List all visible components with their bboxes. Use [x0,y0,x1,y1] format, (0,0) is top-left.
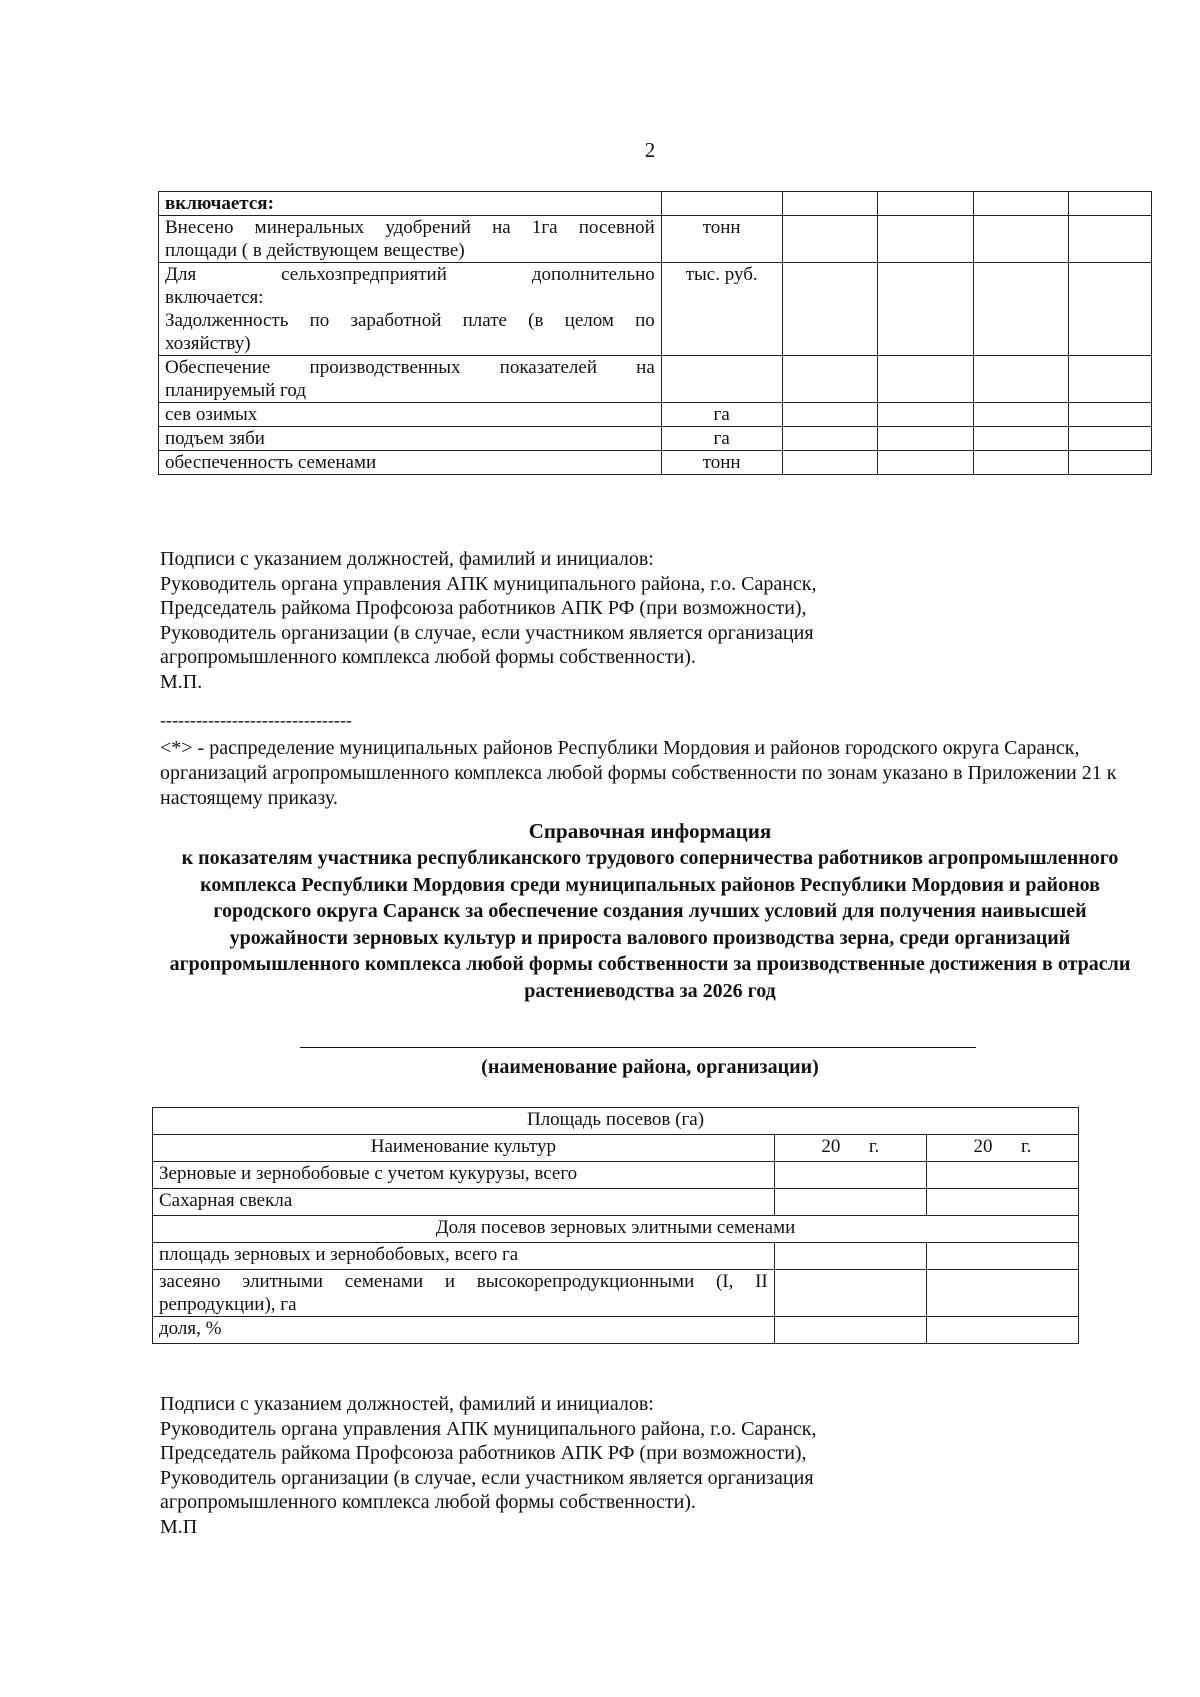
cell-empty [774,1243,926,1270]
cell-empty [782,356,878,403]
crops-table [152,1107,1079,1344]
indicator-label-line: Для сельхозпредприятий дополнительно [165,264,655,285]
cell-empty [782,451,878,475]
cell-empty [926,1162,1078,1189]
indicator-unit [661,192,782,216]
indicator-row [159,403,1152,427]
col-year-2: 20 г. [926,1135,1078,1162]
reference-title: Справочная информация [528,819,772,843]
signature-line: Подписи с указанием должностей, фамилий и инициалов: [160,548,654,570]
cell-empty [774,1189,926,1216]
signature-line: Руководитель организации (в случае, если участником является организация [160,621,814,644]
indicator-unit: га [661,427,782,451]
indicator-label-line: площади ( в действующем веществе) [165,240,465,261]
indicator-label [159,427,662,451]
cell-empty [878,192,974,216]
cell-empty [926,1317,1078,1344]
cell-empty [1069,427,1152,451]
fill-in-line [300,1047,976,1048]
row-share-label: доля, % [153,1317,775,1344]
cell-empty [1069,263,1152,356]
cell-empty [926,1243,1078,1270]
row-grain-label: Зерновые и зернобобовые с учетом кукурузы, всего [153,1162,775,1189]
footnote: <*> - распределение муниципальных районов Республики Мордовия и районов городского округа Саранск, организаций агропромышленного комплекса любой формы собственности по зонам указано в Приложении 21 к настоящему приказу. [160,737,1117,809]
cell-empty [1069,356,1152,403]
indicator-label-line: сев озимых [165,404,258,425]
cell-empty [878,451,974,475]
indicator-label [159,451,662,475]
cell-empty [1069,451,1152,475]
cell-empty [926,1270,1078,1317]
stamp-label: М.П [160,1515,198,1538]
indicator-label [159,356,662,403]
cell-empty [973,403,1069,427]
stamp-label: М.П. [160,670,203,693]
indicator-row [159,192,1152,216]
cell-empty [774,1270,926,1317]
indicator-label-line: хозяйству) [165,333,251,354]
indicator-label-line: обеспеченность семенами [165,452,377,473]
cell-empty [878,403,974,427]
indicator-unit: тонн [661,451,782,475]
row-elite-label: засеяно элитными семенами и высокорепродукционными (I, II репродукции), га [153,1270,775,1317]
indicator-label [159,403,662,427]
cell-empty [973,216,1069,263]
signature-line: Председатель райкома Профсоюза работников АПК РФ (при возможности), [160,597,807,619]
indicator-label-line: Внесено минеральных удобрений на 1га посевной [165,217,655,238]
indicator-row [159,216,1152,263]
signature-line: агропромышленного комплекса любой формы собственности). [160,1491,696,1513]
indicator-row [159,263,1152,356]
signature-line: Руководитель органа управления АПК муниципального района, г.о. Саранск, [160,572,817,595]
crops-table-header: Площадь посевов (га) [153,1108,1079,1135]
cell-empty [878,216,974,263]
cell-empty [878,356,974,403]
reference-body: к показателям участника республиканского трудового соперничества работников агропромышленного комплекса Республики Мордовия среди муниципальных районов Республики Мордовия и районов городского округа Саранск за обеспечение создания лучших условий для получения наивысшей урожайности зерновых культур и прироста валового производства зерна, среди организаций агропромышленного комплекса любой формы собственности за производственные достижения в отрасли растениеводства за 2026 год [169,847,1131,1002]
indicator-label [159,263,662,356]
cell-empty [774,1162,926,1189]
cell-empty [1069,192,1152,216]
signature-line: Руководитель организации (в случае, если участником является организация [160,1466,814,1489]
indicator-label-line: Обеспечение производственных показателей на [165,357,655,378]
row-area-label: площадь зерновых и зернобобовых, всего га [153,1243,775,1270]
cell-empty [1069,403,1152,427]
cell-empty [782,216,878,263]
cell-empty [878,263,974,356]
signature-line: Подписи с указанием должностей, фамилий и инициалов: [160,1393,654,1415]
cell-empty [878,427,974,451]
cell-empty [782,263,878,356]
cell-empty [973,263,1069,356]
indicator-unit: тонн [661,216,782,263]
cell-empty [782,192,878,216]
fill-in-caption: (наименование района, организации) [481,1056,819,1078]
row-beet-label: Сахарная свекла [153,1189,775,1216]
indicator-unit: тыс. руб. [661,263,782,356]
cell-empty [973,192,1069,216]
indicator-row [159,451,1152,475]
indicator-label [159,192,662,216]
indicator-row [159,427,1152,451]
cell-empty [782,403,878,427]
indicator-label [159,216,662,263]
col-year-1: 20 г. [774,1135,926,1162]
footnote-separator: -------------------------------- [160,710,352,730]
section-elite-seeds: Доля посевов зерновых элитными семенами [153,1216,1079,1243]
cell-empty [973,451,1069,475]
signature-line: агропромышленного комплекса любой формы собственности). [160,646,696,668]
cell-empty [973,427,1069,451]
indicator-label-line: планируемый год [165,380,306,401]
signatures-block-2 [160,1392,817,1539]
page-number: 2 [644,138,656,162]
signature-line: Председатель райкома Профсоюза работников АПК РФ (при возможности), [160,1442,807,1464]
indicator-label-line: подъем зяби [165,428,265,449]
cell-empty [774,1317,926,1344]
signatures-block-1 [160,547,817,694]
indicators-table [158,191,1152,475]
signature-line: Руководитель органа управления АПК муниципального района, г.о. Саранск, [160,1417,817,1440]
indicator-label-line: включается: [165,287,264,308]
indicator-unit: га [661,403,782,427]
indicator-row [159,356,1152,403]
cell-empty [782,427,878,451]
indicator-unit [661,356,782,403]
cell-empty [973,356,1069,403]
indicator-label-line: включается: [165,193,274,214]
cell-empty [926,1189,1078,1216]
col-crop-name: Наименование культур [153,1135,775,1162]
indicator-label-line: Задолженность по заработной плате (в целом по [165,310,655,331]
cell-empty [1069,216,1152,263]
